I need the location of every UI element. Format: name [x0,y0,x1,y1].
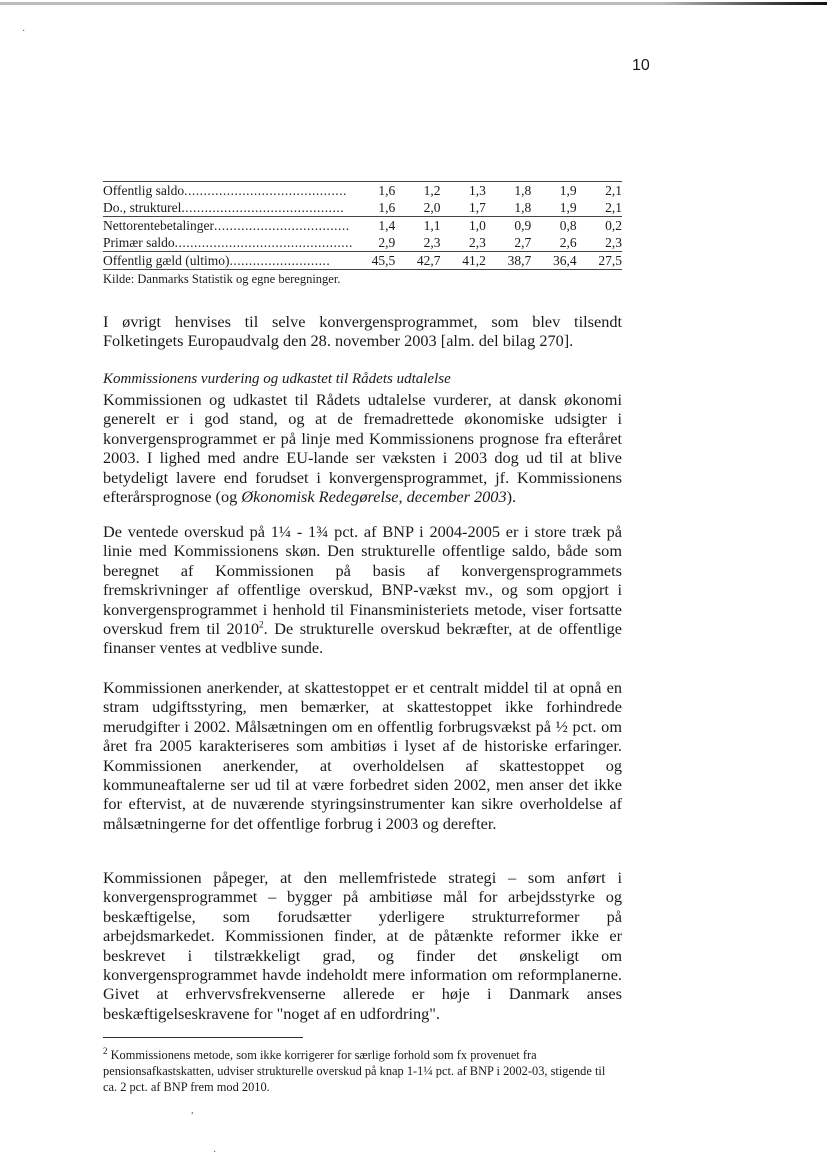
table-cell: 1,8 [486,182,531,200]
footnote-text: Kommissionens metode, som ikke korrigerer for særlige forhold som fx provenuet fra pensionsafkastskatten, udviser strukturelle overskud på knap 1-1¼ pct. af BNP i 2002-03, stigende til ca. 2 pct. af BNP frem mod 2010. [103,1048,606,1094]
paragraph-reference: I øvrigt henvises til selve konvergensprogrammet, som blev tilsendt Folketingets Europaudvalg den 28. november 2003 [alm. del bilag 270]. [103,312,622,351]
table-row [103,182,622,200]
table-cell: 1,7 [469,200,486,215]
table-cell: 1,1 [395,217,440,235]
leader-dots: .............................................. [174,235,353,250]
row-label-text: Nettorentebetalinger [103,218,214,233]
table-row [103,217,622,235]
table-cell: 27,5 [577,252,622,270]
row-label-text: Offentlig saldo [103,183,185,198]
table-cell: 1,9 [559,200,577,215]
fiscal-table [103,181,622,270]
table-cell: 2,3 [605,235,622,250]
row-label [103,182,355,200]
footnote-number: 2 [103,1045,108,1056]
table-cell: 45,5 [355,252,395,270]
table-cell: 1,9 [531,182,576,200]
table-cell: 2,9 [378,235,396,250]
table-cell: 2,7 [514,235,532,250]
paragraph-strategy: Kommissionen påpeger, at den mellemfristede strategi – som anført i konvergensprogrammet – bygger på ambitiøse mål for arbejdsstyrke og beskæftigelse, som forudsætter yderligere strukturreformer på arbejdsmarkedet. Kommissionen finder, at de påtænkte reformer ikke er beskrevet i tilstrækkeligt grad, og finder det ønskeligt om konvergensprogrammet havde indeholdt mere information om reformplanerne. Givet at erhvervsfrekvenserne allerede er høje i Danmark anses beskæftigelseskravene for "noget af en udfordring". [103,868,622,1023]
leader-dots: .......................... [229,253,331,268]
table-cell: 2,0 [423,200,441,215]
table-cell: 1,0 [441,217,486,235]
scan-speck: · [22,26,26,37]
table-cell: 1,3 [441,182,486,200]
table-cell: 2,3 [469,235,486,250]
paragraph-assessment-end: ). [506,487,517,507]
table-cell: 42,7 [395,252,440,270]
row-label [103,234,355,252]
paragraph-tax-freeze: Kommissionen anerkender, at skattestoppet er et centralt middel til at opnå en stram udgiftsstyring, men bemærker, at skattestoppet ikke forhindrede merudgifter i 2002. Målsætningen om en offentlig forbrugsvækst på ½ pct. om året fra 2005 karakteriseres som ambitiøs i lyset af de historiske erfaringer. Kommissionen anerkender, at overholdelsen af skattestoppet og kommuneaftalerne ser ud til at være forbedret siden 2002, men anser det ikke for eftervist, at de nuværende styringsinstrumenter kan sikre overholdelse af målsætningerne for det offentlige forbrug i 2003 og derefter. [103,678,622,833]
table-cell: 2,1 [577,182,622,200]
footnote [103,1047,622,1095]
table-cell: 0,2 [577,217,622,235]
paragraph-surplus [103,522,622,658]
table-cell: 2,6 [559,235,577,250]
leader-dots: ................................... [213,218,350,233]
table-cell: 41,2 [441,252,486,270]
row-label [103,252,355,270]
table-cell: 2,1 [605,200,622,215]
table-row [103,234,622,252]
paragraph-surplus-text: De ventede overskud på 1¼ - 1¾ pct. af BNP i 2004-2005 er i store træk på linie med Kommissionens skøn. Den strukturelle offentlige saldo, både som beregnet af Kommissionen på basis af konvergensprogrammets fremskrivninger af offentlige overskud, BNP-vækst mv., og som opgjort i konvergensprogrammet i henhold til Finansministeriets metode, viser fortsatte overskud frem til 2010 [103,522,622,639]
paragraph-assessment-text: Kommissionen og udkastet til Rådets udtalelse vurderer, at dansk økonomi generelt er i god stand, og at de fremadrettede økonomiske udsigter i konvergensprogrammet er på linje med Kommissionens prognose fra efteråret 2003. I lighed med andre EU-lande ser væksten i 2003 dog ud til at blive betydeligt lavere end forudset i konvergensprogrammet, jf. Kommissionens efterårsprognose (og [103,390,622,507]
table-cell: 38,7 [486,252,531,270]
row-label-text: Offentlig gæld (ultimo) [103,253,230,268]
section-heading: Kommissionens vurdering og udkastet til Rådets udtalelse [103,371,451,387]
table-cell: 1,4 [355,217,395,235]
row-label [103,217,355,235]
table-row [103,252,622,270]
paragraph-surplus-end: . De strukturelle overskud bekræfter, at de offentlige finanser ventes at vedblive sunde. [103,619,623,658]
page-number: 10 [632,57,650,74]
table-source: Kilde: Danmarks Statistik og egne beregninger. [103,272,341,286]
leader-dots: .......................................... [181,200,345,215]
table-cell: 1,6 [355,182,395,200]
table-cell: 0,9 [486,217,531,235]
table-cell: 1,2 [395,182,440,200]
scan-speck: , [191,1105,194,1116]
row-label-text: Primær saldo [103,235,175,250]
row-label-text: Do., strukturel [103,200,182,215]
table-cell: 2,3 [423,235,441,250]
table-cell: 1,6 [378,200,396,215]
publication-title: Økonomisk Redegørelse, december 2003 [241,487,507,507]
paragraph-assessment [103,390,622,506]
row-label [103,199,355,217]
scan-speck: · [213,1147,217,1158]
table-cell: 36,4 [531,252,576,270]
footnote-rule [103,1037,303,1038]
table-cell: 0,8 [531,217,576,235]
footnote-ref: 2 [259,619,264,630]
leader-dots: .......................................... [184,183,347,198]
scan-top-edge [0,2,827,5]
table-cell: 1,8 [514,200,532,215]
table-row [103,199,622,217]
